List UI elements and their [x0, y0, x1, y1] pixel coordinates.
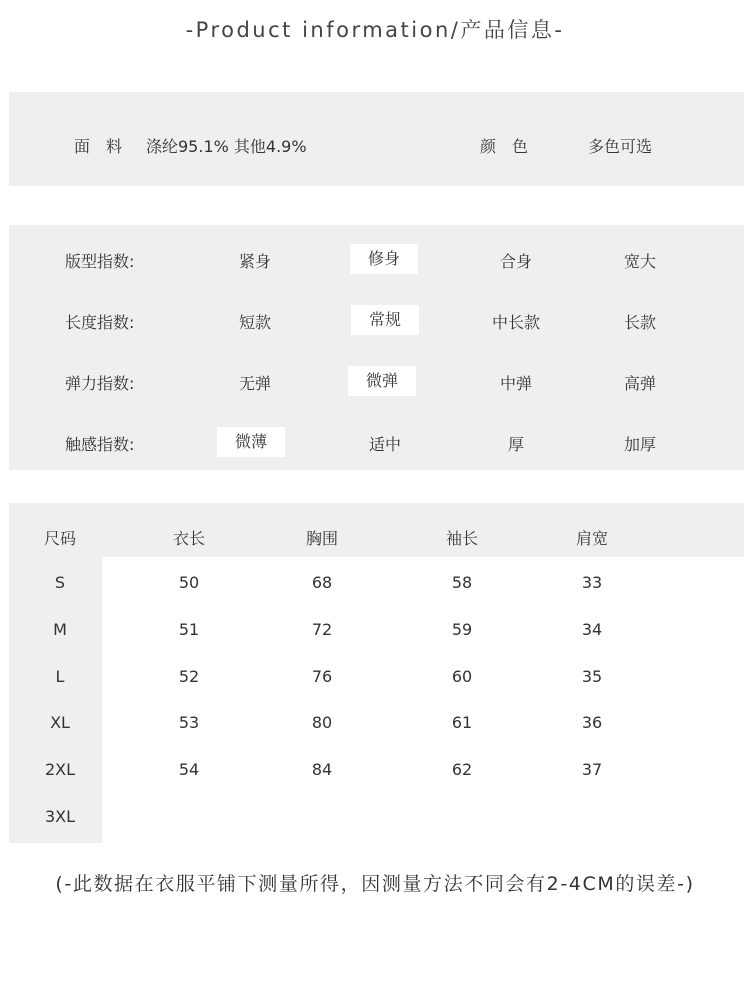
index-option: 无弹 [238, 374, 272, 393]
table-cell: 54 [178, 760, 200, 779]
index-option: 短款 [238, 313, 272, 332]
table-header: 衣长 [172, 529, 206, 548]
table-cell: 50 [178, 573, 200, 592]
table-cell: 34 [581, 620, 603, 639]
index-option-selected: 微薄 [217, 427, 285, 457]
index-option: 长款 [623, 313, 657, 332]
index-option-selected: 微弹 [348, 366, 416, 396]
size-table-header-bg [9, 503, 744, 557]
index-label: 弹力指数: [65, 374, 135, 393]
table-cell: 58 [451, 573, 473, 592]
color-label: 颜 色 [480, 137, 529, 156]
color-value: 多色可选 [588, 137, 653, 156]
table-cell: 33 [581, 573, 603, 592]
size-cell: M [53, 620, 67, 639]
fabric-label: 面 料 [74, 137, 123, 156]
fabric-value: 涤纶95.1% 其他4.9% [146, 137, 307, 156]
page-title: -Product information/产品信息- [185, 18, 565, 42]
index-option: 合身 [499, 252, 533, 271]
table-header: 胸围 [305, 529, 339, 548]
size-column-bg [9, 557, 102, 843]
table-cell: 59 [451, 620, 473, 639]
size-cell: XL [50, 713, 70, 732]
table-cell: 84 [311, 760, 333, 779]
index-option-selected: 常规 [351, 305, 419, 335]
table-header: 袖长 [445, 529, 479, 548]
table-cell: 35 [581, 667, 603, 686]
index-option: 中弹 [499, 374, 533, 393]
table-header: 肩宽 [575, 529, 609, 548]
index-option: 厚 [507, 435, 525, 454]
index-option: 适中 [368, 435, 402, 454]
table-cell: 51 [178, 620, 200, 639]
table-cell: 53 [178, 713, 200, 732]
index-option: 加厚 [623, 435, 657, 454]
index-option: 紧身 [238, 252, 272, 271]
index-option: 高弹 [623, 374, 657, 393]
size-cell: S [54, 573, 66, 592]
table-cell: 62 [451, 760, 473, 779]
index-label: 长度指数: [65, 313, 135, 332]
index-label: 触感指数: [65, 435, 135, 454]
size-cell: L [55, 667, 65, 686]
table-cell: 60 [451, 667, 473, 686]
size-cell: 3XL [44, 807, 76, 826]
index-option: 中长款 [491, 313, 541, 332]
table-cell: 36 [581, 713, 603, 732]
table-cell: 80 [311, 713, 333, 732]
table-cell: 72 [311, 620, 333, 639]
table-cell: 37 [581, 760, 603, 779]
table-cell: 52 [178, 667, 200, 686]
table-cell: 76 [311, 667, 333, 686]
table-cell: 61 [451, 713, 473, 732]
index-option: 宽大 [623, 252, 657, 271]
table-cell: 68 [311, 573, 333, 592]
size-cell: 2XL [44, 760, 76, 779]
measurement-note: (-此数据在衣服平铺下测量所得，因测量方法不同会有2-4CM的误差-) [55, 873, 695, 895]
index-label: 版型指数: [65, 252, 135, 271]
table-header: 尺码 [43, 529, 77, 548]
index-option-selected: 修身 [350, 244, 418, 274]
